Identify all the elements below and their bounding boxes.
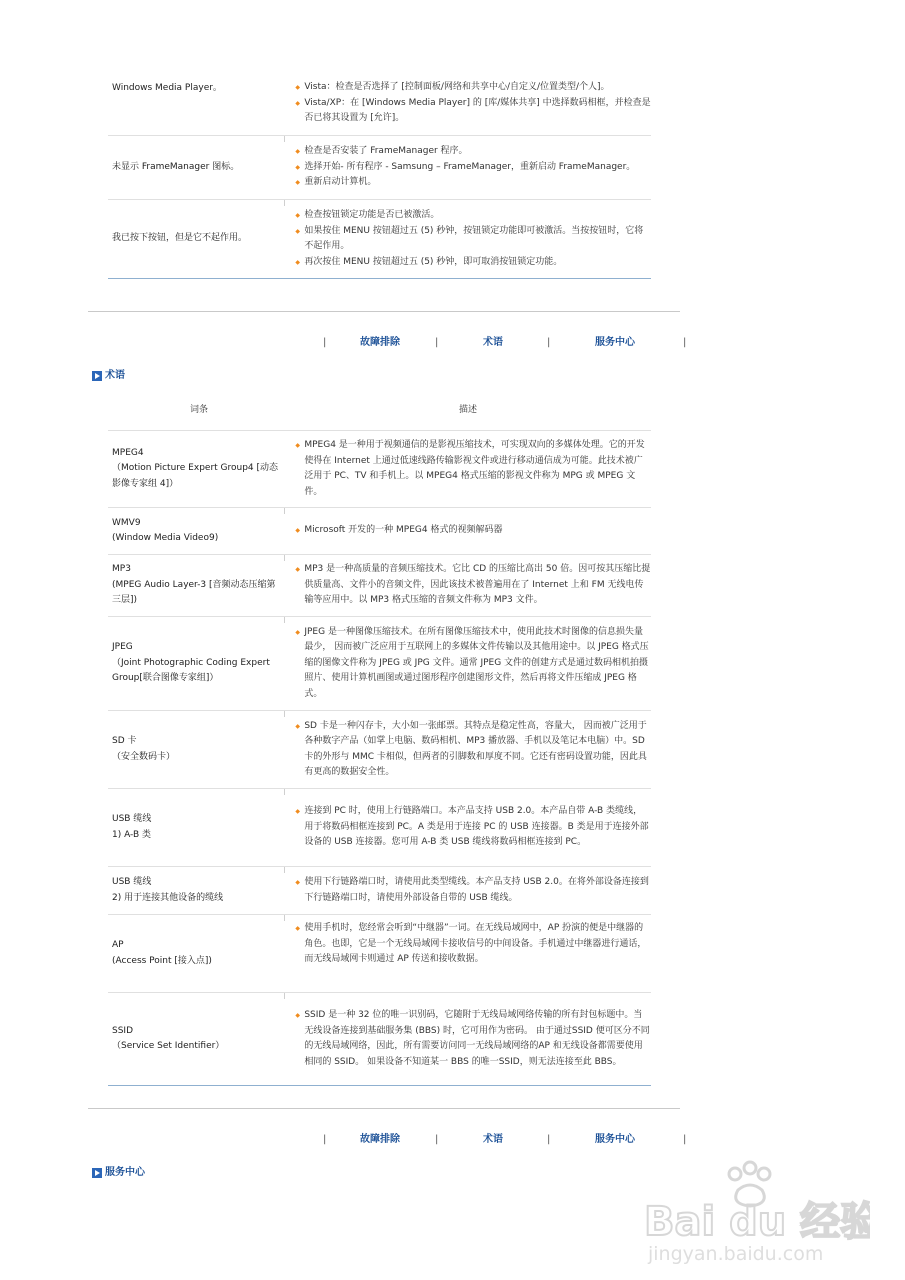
glossary-description — [295, 993, 651, 1085]
section-nav — [318, 335, 698, 351]
problem-label: Windows Media Player。 — [112, 83, 222, 93]
section-heading-glossary — [92, 368, 125, 384]
nav-separator: | — [435, 1134, 439, 1145]
solution-list — [295, 200, 651, 278]
nav-separator: | — [683, 337, 687, 348]
solution-text: Vista/XP：在 [Windows Media Player] 的 [库/媒体共享] 中选择数码相框，并检查是否已将其设置为 [允许]。 — [304, 97, 651, 124]
glossary-description — [295, 789, 651, 866]
diamond-bullet-icon: ◆ — [295, 442, 300, 449]
description-text: SSID 是一种 32 位的唯一识别码，它随附于无线局域网络传输的所有封包标题中。当无线设备连接到基础服务集 (BBS) 时，它可用作为密码。 由于通过SSID 便可区分不同的无线局域网络，因此，所有需要访问同一无线局域网络的AP 和无线设备都需要使用相同的 SSID。 如果设备不知道某一 BBS 的唯一SSID，则无法连接至此 BBS。 — [304, 1010, 650, 1067]
nav-separator: | — [547, 1134, 551, 1145]
solution-text: 重新启动计算机。 — [304, 177, 377, 188]
section-title: 服务中心 — [105, 1167, 145, 1178]
table-row — [108, 72, 651, 136]
diamond-bullet-icon: ◆ — [295, 163, 300, 171]
column-tick — [284, 555, 285, 561]
diamond-bullet-icon: ◆ — [295, 227, 300, 235]
column-tick — [284, 867, 285, 873]
diamond-bullet-icon: ◆ — [295, 527, 300, 535]
glossary-description — [295, 431, 651, 507]
diamond-bullet-icon: ◆ — [295, 99, 300, 107]
section-title: 术语 — [105, 370, 125, 381]
diamond-bullet-icon: ◆ — [295, 212, 300, 219]
description-text: 使用手机时，您经常会听到“中继器”一词。在无线局域网中，AP 扮演的便是中继器的角色。也即，它是一个无线局域网卡接收信号的中间设备。手机通过中继器进行通话，而无线局域网卡则通过 AP 传送和接收数据。 — [304, 923, 647, 964]
description-text: 使用下行链路端口时，请使用此类型缆线。本产品支持 USB 2.0。在将外部设备连接到下行链路端口时，请使用外部设备自带的 USB 缆线。 — [304, 877, 649, 903]
table-row — [108, 617, 651, 711]
section-nav — [318, 1132, 698, 1148]
glossary-description — [295, 867, 651, 914]
glossary-term: MP3 (MPEG Audio Layer-3 [音频动态压缩第三层]) — [112, 564, 276, 606]
table-row — [108, 430, 651, 508]
table-row — [108, 993, 651, 1086]
column-tick — [284, 711, 285, 717]
column-tick — [284, 136, 285, 142]
problem-label: 我已按下按钮，但是它不起作用。 — [112, 233, 248, 244]
baidu-paw-logo-icon — [640, 1160, 870, 1270]
glossary-term: WMV9 (Window Media Video9) — [112, 517, 219, 543]
diamond-bullet-icon: ◆ — [295, 84, 300, 92]
diamond-bullet-icon: ◆ — [295, 628, 300, 636]
arrow-box-icon — [92, 1168, 102, 1178]
glossary-term: USB 缆线 2) 用于连接其他设备的缆线 — [112, 877, 224, 903]
nav-separator: | — [323, 337, 327, 348]
table-row — [108, 867, 651, 915]
column-tick — [284, 617, 285, 623]
solution-list — [295, 136, 651, 199]
column-header-description: 描述 — [459, 405, 478, 415]
diamond-bullet-icon: ◆ — [295, 722, 300, 730]
column-tick — [284, 915, 285, 921]
table-row — [108, 789, 651, 867]
table-row — [108, 136, 651, 200]
table-row — [108, 508, 651, 555]
nav-separator: | — [547, 337, 551, 348]
description-text: JPEG 是一种图像压缩技术。在所有图像压缩技术中，使用此技术时图像的信息损失量最少， 因而被广泛应用于互联网上的多媒体文件传输以及其他用途中。以 JPEG 格式压缩的图像文件称为 JPEG 或 JPG 文件。通常 JPEG 文件的创建方式是通过数码相机拍摄照片、使用计算机画图或通过图形程序创建图形文件，然后再将文件压缩成 JPEG 格式。 — [304, 626, 649, 699]
glossary-term: SD 卡 （安全数码卡） — [112, 736, 176, 762]
nav-separator: | — [323, 1134, 327, 1145]
nav-link-glossary[interactable]: 术语 — [483, 337, 503, 348]
diamond-bullet-icon: ◆ — [295, 258, 300, 266]
description-text: 连接到 PC 时，使用上行链路端口。本产品支持 USB 2.0。本产品自带 A-B 类缆线，用于将数码相框连接到 PC。A 类是用于连接 PC 的 USB 连接器。B 类是用于连接外部设备的 USB 连接器。您可用 A-B 类 USB 缆线将数码相框连接到 PC。 — [304, 806, 649, 848]
diamond-bullet-icon: ◆ — [295, 566, 300, 574]
nav-link-troubleshooting[interactable]: 故障排除 — [360, 337, 400, 348]
watermark-brand: Bai du 经验 — [644, 1199, 870, 1245]
description-text: MP3 是一种高质量的音频压缩技术。它比 CD 的压缩比高出 50 倍。因可按其压缩比提供质量高、文件小的音频文件，因此该技术被普遍用在了 Internet 上和 FM 无线电传输等应用中。以 MP3 格式压缩的音频文件称为 MP3 文件。 — [304, 564, 651, 606]
diamond-bullet-icon: ◆ — [295, 1012, 300, 1019]
column-tick — [284, 508, 285, 514]
glossary-term: MPEG4 （Motion Picture Expert Group4 [动态影像专家组 4]） — [112, 447, 279, 489]
section-heading-service-center — [92, 1165, 145, 1181]
solution-text: 检查按钮锁定功能是否已被激活。 — [304, 210, 440, 220]
solution-text: Vista：检查是否选择了 [控制面板/网络和共享中心/自定义/位置类型/个人]。 — [304, 82, 610, 93]
nav-link-glossary[interactable]: 术语 — [483, 1134, 503, 1145]
table-row — [108, 200, 651, 279]
column-tick — [284, 993, 285, 999]
glossary-table — [108, 430, 651, 1086]
glossary-description — [295, 711, 651, 788]
baidu-watermark — [640, 1160, 870, 1270]
description-text: SD 卡是一种闪存卡，大小如一张邮票。其特点是稳定性高，容量大， 因而被广泛用于各种数字产品（如掌上电脑、数码相机、MP3 播放器、手机以及笔记本电脑）中。SD 卡的外形与 MMC 卡相似，但两者的引脚数和厚度不同。它还有密码设置功能，因此具有更高的数据安全性。 — [304, 720, 647, 777]
glossary-description — [295, 508, 651, 554]
glossary-description — [295, 915, 651, 992]
table-row — [108, 555, 651, 617]
section-divider — [88, 1108, 680, 1109]
arrow-box-icon — [92, 371, 102, 381]
glossary-term: SSID （Service Set Identifier） — [112, 1025, 225, 1051]
table-row — [108, 915, 651, 993]
glossary-term: AP (Access Point [接入点]) — [112, 940, 212, 966]
glossary-description — [295, 617, 651, 710]
column-tick — [284, 789, 285, 795]
description-text: MPEG4 是一种用于视频通信的是影视压缩技术，可实现双向的多媒体处理。它的开发使得在 Internet 上通过低速线路传输影视文件或进行移动通信成为可能。此技术被广泛用于 PC、TV 和手机上。以 MPEG4 格式压缩的影视文件称为 MPG 或 MPEG 文件。 — [304, 440, 645, 497]
solution-text: 如果按住 MENU 按钮超过五 (5) 秒钟，按钮锁定功能即可被激活。当按按钮时，它将不起作用。 — [304, 225, 644, 251]
description-text: Microsoft 开发的一种 MPEG4 格式的视频解码器 — [304, 525, 503, 536]
nav-separator: | — [683, 1134, 687, 1145]
diamond-bullet-icon: ◆ — [295, 925, 300, 932]
glossary-header — [108, 403, 651, 419]
glossary-term: USB 缆线 1) A-B 类 — [112, 814, 152, 840]
solution-text: 检查是否安装了 FrameManager 程序。 — [304, 146, 468, 157]
column-header-term: 词条 — [190, 405, 209, 415]
glossary-description — [295, 555, 651, 616]
nav-link-service-center[interactable]: 服务中心 — [595, 337, 635, 348]
diamond-bullet-icon: ◆ — [295, 179, 300, 187]
solution-text: 再次按住 MENU 按钮超过五 (5) 秒钟，即可取消按钮锁定功能。 — [304, 256, 563, 267]
watermark-url: jingyan.baidu.com — [648, 1243, 824, 1265]
table-row — [108, 711, 651, 789]
diamond-bullet-icon: ◆ — [295, 148, 300, 156]
column-tick — [284, 200, 285, 206]
problem-label: 未显示 FrameManager 图标。 — [112, 161, 240, 172]
diamond-bullet-icon: ◆ — [295, 808, 300, 816]
glossary-term: JPEG （Joint Photographic Coding Expert Group[联合图像专家组]） — [112, 642, 270, 684]
troubleshoot-table — [108, 72, 651, 279]
diamond-bullet-icon: ◆ — [295, 879, 300, 886]
nav-separator: | — [435, 337, 439, 348]
solution-list — [295, 72, 651, 135]
nav-link-service-center[interactable]: 服务中心 — [595, 1134, 635, 1145]
solution-text: 选择开始- 所有程序 - Samsung – FrameManager，重新启动 FrameManager。 — [304, 161, 636, 172]
nav-link-troubleshooting[interactable]: 故障排除 — [360, 1134, 400, 1145]
section-divider — [88, 311, 680, 312]
